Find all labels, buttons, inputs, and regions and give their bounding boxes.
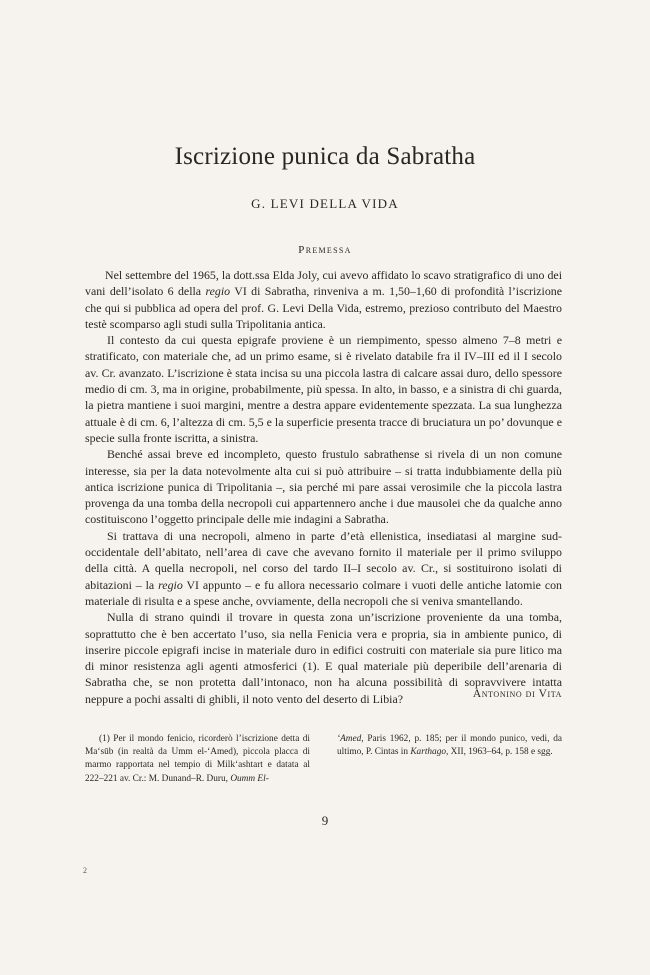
paragraph-2: Il contesto da cui questa epigrafe proviene è un riempimento, spesso almeno 7–8 metri e stratificato, con materiale che, ad un primo esame, si è rivelato databile fra il IV–III ed il I secolo av. Cr. avanzato. L’iscrizione è stata incisa su una piccola lastra di calcare assai duro, dello spessore medio di cm. 3, ma in origine, probabilmente, più spessa. In alto, in basso, e a sinistra di chi guarda, la pietra mantiene i suoi margini, mentre a destra appare evidentemente spezzata. La sua lunghezza attuale è di cm. 6, l’altezza di cm. 5,5 e la superficie presenta tracce di bruciatura un po’ dovunque e specie sulla fronte iscritta, a sinistra. — [85, 333, 562, 445]
footnote-column-right — [337, 733, 562, 786]
paragraph-3: Benché assai breve ed incompleto, questo frustulo sabrathense si rivela di un non comune interesse, sia per la data notevolmente alta cui si può attribuire – si tratta indubbiamente della più antica iscrizione punica di Tripolitania –, sia perché mi pare assai verosimile che la piccola lastra provenga da una tomba della necropoli cui appartennero anche i due mausolei che da qualche anno costituiscono l’oggetto principale delle mie indagini a Sabratha. — [85, 447, 562, 527]
footnote-column-left — [85, 733, 310, 786]
section-heading: Premessa — [298, 244, 352, 256]
footnote-1-part-1: (1) Per il mondo fenicio, ricorderò l’iscrizione detta di Ma‘sūb (in realtà da Umm el-‘Amed), piccola placca di marmo rapportata nel tempio di Milk‘ashtart e datata al 222–221 av. Cr.: M. Dunand–R. Duru, Oumm El- — [85, 734, 310, 784]
italic-term: ‘Amed — [337, 734, 362, 744]
article-author: G. LEVI DELLA VIDA — [251, 196, 399, 211]
paragraph-5: Nulla di strano quindi il trovare in questa zona un’iscrizione proveniente da una tomba, soprattutto che è ben accertato l’uso, sia nella Fenicia vera e propria, sia in ambiente punico, di inserire piccole epigrafi incise in materiale duro in edifici costruiti con materiale sia pure litico ma di minor resistenza agli agenti atmosferici (1). E qual materiale più deperibile dell’arenaria di Sabratha che, se non protetta dall’intonaco, non ha alcuna possibilità di sopravvivere intatta neppure a pochi assalti di ghibli, il noto vento del deserto di Libia? — [85, 610, 562, 706]
paragraph-4: Si trattava di una necropoli, almeno in parte d’età ellenistica, insediatasi al margine sud-occidentale dell’abitato, nell’area di cave che avevano fornito il materiale per il primo sviluppo della città. A quella necropoli, nel corso del tardo II–I secolo av. Cr., si sostituirono isolati di abitazioni – la regio VI appunto – e fu allora necessario colmare i vuoti delle antiche latomie con materiale di risulta e a spese anche, ovviamente, della necropoli che si veniva smantellando. — [85, 528, 563, 608]
footnote-1-part-2: ‘Amed, Paris 1962, p. 185; per il mondo punico, vedi, da ultimo, P. Cintas in Karthago, XII, 1963–64, p. 158 e sgg. — [337, 734, 562, 758]
italic-term: regio — [158, 577, 183, 592]
italic-term: Oumm El- — [230, 773, 269, 784]
page-number: 9 — [321, 813, 329, 828]
printer-signature-mark: 2 — [83, 866, 87, 875]
article-title: Iscrizione punica da Sabratha — [174, 143, 476, 170]
paragraph-1: Nel settembre del 1965, la dott.ssa Elda Joly, cui avevo affidato lo scavo stratigrafico di uno dei vani dell’isolato 6 della regio VI di Sabratha, rinveniva a m. 1,50–1,60 di profondità l’iscrizione che qui si pubblica ad opera del prof. G. Levi Della Vida, estremo, prezioso contributo del Maestro testè scomparso agli studi sulla Tripolitania antica. — [85, 268, 563, 331]
article-body — [85, 267, 562, 707]
italic-term: regio — [205, 284, 231, 299]
author-signature: Antonino di Vita — [472, 688, 562, 700]
footnotes — [85, 733, 562, 786]
italic-term: Karthago — [410, 747, 447, 758]
